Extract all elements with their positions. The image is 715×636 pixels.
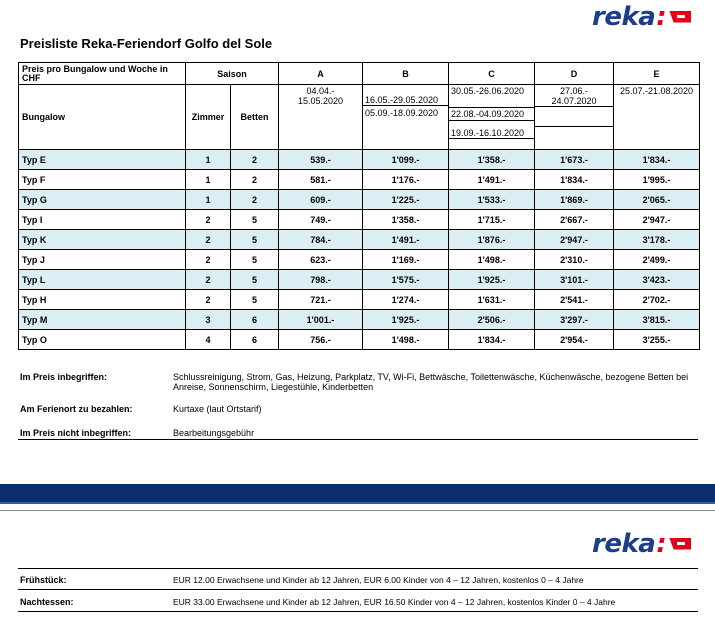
logo-dots: : (656, 2, 667, 32)
dates-b-2: 05.09.-18.09.2020 (365, 108, 439, 118)
row-typ: Typ F (19, 170, 186, 190)
row-betten: 2 (231, 190, 279, 210)
row-price-e: 2'065.- (614, 190, 700, 210)
row-price-c: 1'491.- (449, 170, 535, 190)
row-price-c: 1'876.- (449, 230, 535, 250)
row-price-d: 1'673.- (535, 150, 614, 170)
header-col-c: C (449, 63, 535, 85)
row-price-b: 1'169.- (363, 250, 449, 270)
page-separator (0, 510, 715, 511)
row-price-a: 784.- (279, 230, 363, 250)
dates-d: 27.06.- 24.07.2020 (535, 85, 613, 107)
row-zimmer: 3 (186, 310, 231, 330)
row-price-b: 1'176.- (363, 170, 449, 190)
row-zimmer: 1 (186, 150, 231, 170)
row-typ: Typ E (19, 150, 186, 170)
row-price-a: 1'001.- (279, 310, 363, 330)
row-price-b: 1'099.- (363, 150, 449, 170)
row-price-a: 609.- (279, 190, 363, 210)
row-price-c: 1'715.- (449, 210, 535, 230)
nachtessen-value: EUR 33.00 Erwachsene und Kinder ab 12 Jahren, EUR 16.50 Kinder von 4 – 12 Jahren, kostenlos Kinder 0 – 4 Jahre (173, 597, 616, 607)
price-table (18, 62, 700, 350)
row-typ: Typ K (19, 230, 186, 250)
row-price-c: 1'358.- (449, 150, 535, 170)
table-row (19, 210, 700, 230)
info-inbegriffen-value: Schlussreinigung, Strom, Gas, Heizung, Parkplatz, TV, Wi-Fi, Bettwäsche, Toilettenwäsche, Küchenwäsche, bezogene Betten bei Anreise, Sonnenschirm, Liegestühle, Kinderbetten (173, 372, 689, 392)
header-col-b: B (363, 63, 449, 85)
row-zimmer: 1 (186, 170, 231, 190)
row-price-e: 1'995.- (614, 170, 700, 190)
page-break-band (0, 484, 715, 502)
page-title: Preisliste Reka-Feriendorf Golfo del Sole (20, 36, 273, 51)
table-row (19, 190, 700, 210)
row-price-c: 1'498.- (449, 250, 535, 270)
dates-c-3: 19.09.-16.10.2020 (449, 121, 534, 139)
row-typ: Typ H (19, 290, 186, 310)
swiss-flag-icon-2 (669, 538, 691, 550)
dates-e: 25.07.-21.08.2020 (614, 85, 700, 150)
logo-text: reka (592, 2, 656, 32)
table-row (19, 150, 700, 170)
divider-extras-bottom (18, 611, 698, 612)
row-zimmer: 2 (186, 230, 231, 250)
row-price-d: 2'541.- (535, 290, 614, 310)
row-price-c: 2'506.- (449, 310, 535, 330)
row-price-d: 2'947.- (535, 230, 614, 250)
row-price-d: 3'297.- (535, 310, 614, 330)
divider-extras-mid (18, 589, 698, 590)
row-betten: 5 (231, 210, 279, 230)
row-price-e: 3'178.- (614, 230, 700, 250)
header-saison: Saison (186, 63, 279, 85)
row-typ: Typ L (19, 270, 186, 290)
table-row (19, 310, 700, 330)
row-price-e: 3'255.- (614, 330, 700, 350)
row-zimmer: 4 (186, 330, 231, 350)
row-price-b: 1'358.- (363, 210, 449, 230)
logo-text-2: reka (592, 529, 656, 559)
row-price-b: 1'498.- (363, 330, 449, 350)
row-price-e: 3'815.- (614, 310, 700, 330)
row-betten: 6 (231, 310, 279, 330)
header-col-a: A (279, 63, 363, 85)
dates-b-1: 16.05.-29.05.2020 (363, 95, 448, 106)
header-col-d: D (535, 63, 614, 85)
row-zimmer: 2 (186, 270, 231, 290)
row-price-a: 539.- (279, 150, 363, 170)
info-ferienort-label: Am Ferienort zu bezahlen: (20, 404, 133, 414)
table-row (19, 230, 700, 250)
row-typ: Typ G (19, 190, 186, 210)
row-price-e: 1'834.- (614, 150, 700, 170)
header-col-e: E (614, 63, 700, 85)
row-price-b: 1'491.- (363, 230, 449, 250)
row-price-d: 3'101.- (535, 270, 614, 290)
row-price-a: 623.- (279, 250, 363, 270)
dates-c-2: 22.08.-04.09.2020 (449, 107, 534, 121)
divider (18, 439, 698, 440)
row-betten: 5 (231, 230, 279, 250)
row-price-d: 2'667.- (535, 210, 614, 230)
row-betten: 2 (231, 150, 279, 170)
logo-dots-2: : (656, 529, 667, 559)
fruehstueck-label: Frühstück: (20, 575, 67, 585)
table-row (19, 270, 700, 290)
row-typ: Typ O (19, 330, 186, 350)
header-preis: Preis pro Bungalow und Woche in CHF (19, 63, 186, 85)
row-price-b: 1'274.- (363, 290, 449, 310)
row-price-b: 1'925.- (363, 310, 449, 330)
row-betten: 5 (231, 270, 279, 290)
table-row (19, 290, 700, 310)
table-row (19, 170, 700, 190)
page-break-band-accent (0, 502, 715, 504)
divider-extras-top (18, 568, 698, 569)
row-betten: 5 (231, 250, 279, 270)
row-price-a: 756.- (279, 330, 363, 350)
row-price-a: 749.- (279, 210, 363, 230)
row-price-d: 1'834.- (535, 170, 614, 190)
nachtessen-label: Nachtessen: (20, 597, 74, 607)
row-price-c: 1'834.- (449, 330, 535, 350)
row-price-e: 2'702.- (614, 290, 700, 310)
header-zimmer: Zimmer (186, 85, 231, 150)
row-price-c: 1'631.- (449, 290, 535, 310)
row-zimmer: 2 (186, 250, 231, 270)
reka-logo-2 (592, 531, 691, 557)
row-typ: Typ J (19, 250, 186, 270)
row-price-b: 1'575.- (363, 270, 449, 290)
row-typ: Typ M (19, 310, 186, 330)
fruehstueck-value: EUR 12.00 Erwachsene und Kinder ab 12 Jahren, EUR 6.00 Kinder von 4 – 12 Jahren, kostenlos 0 – 4 Jahre (173, 575, 584, 585)
row-price-c: 1'533.- (449, 190, 535, 210)
row-zimmer: 1 (186, 190, 231, 210)
dates-a: 04.04.- 15.05.2020 (279, 85, 363, 150)
header-bungalow: Bungalow (19, 85, 186, 150)
row-zimmer: 2 (186, 290, 231, 310)
info-nicht-value: Bearbeitungsgebühr (173, 428, 255, 438)
row-zimmer: 2 (186, 210, 231, 230)
row-betten: 5 (231, 290, 279, 310)
swiss-flag-icon (669, 11, 691, 23)
row-price-d: 2'954.- (535, 330, 614, 350)
info-ferienort-value: Kurtaxe (laut Ortstarif) (173, 404, 262, 414)
row-typ: Typ I (19, 210, 186, 230)
row-price-e: 3'423.- (614, 270, 700, 290)
header-betten: Betten (231, 85, 279, 150)
row-price-d: 2'310.- (535, 250, 614, 270)
row-price-a: 798.- (279, 270, 363, 290)
row-betten: 2 (231, 170, 279, 190)
row-price-a: 581.- (279, 170, 363, 190)
row-price-e: 2'947.- (614, 210, 700, 230)
row-price-b: 1'225.- (363, 190, 449, 210)
info-inbegriffen-label: Im Preis inbegriffen: (20, 372, 108, 382)
row-price-c: 1'925.- (449, 270, 535, 290)
row-betten: 6 (231, 330, 279, 350)
table-row (19, 250, 700, 270)
reka-logo (592, 4, 691, 30)
row-price-d: 1'869.- (535, 190, 614, 210)
table-row (19, 330, 700, 350)
info-nicht-label: Im Preis nicht inbegriffen: (20, 428, 132, 438)
row-price-e: 2'499.- (614, 250, 700, 270)
dates-c-1: 30.05.-26.06.2020 (451, 86, 525, 96)
row-price-a: 721.- (279, 290, 363, 310)
